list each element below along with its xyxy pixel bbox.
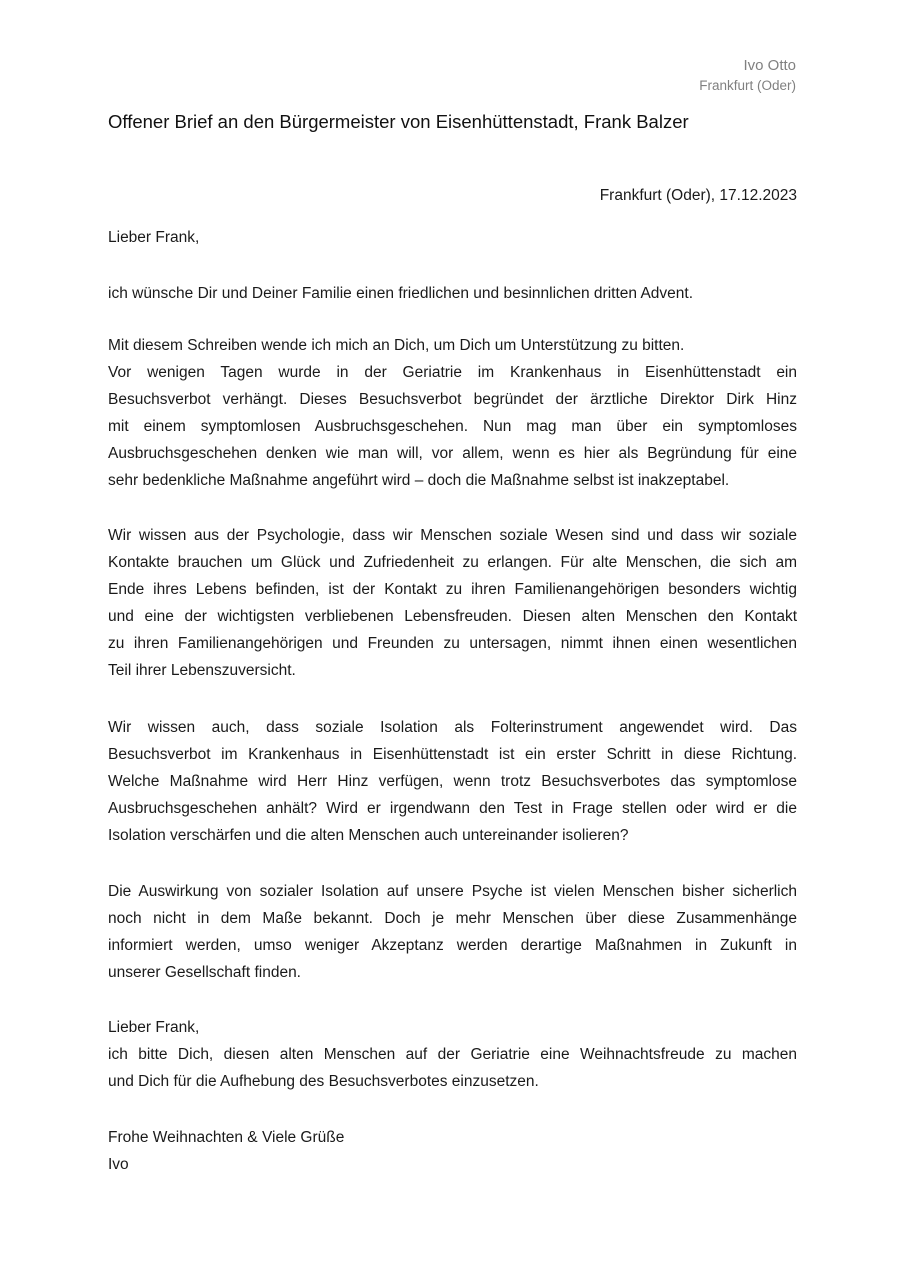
paragraph-line: Ausbruchsgeschehen denken wie man will, vor allem, wenn es hier als Begründung für eine — [108, 445, 797, 462]
paragraph-line: ich bitte Dich, diesen alten Menschen auf der Geriatrie eine Weihnachtsfreude zu machen — [108, 1046, 797, 1063]
paragraph-line: und eine der wichtigsten verbliebenen Lebensfreuden. Diesen alten Menschen den Kontakt — [108, 608, 797, 625]
paragraph-line: Teil ihrer Lebenszuversicht. — [108, 662, 296, 679]
paragraph-awareness — [108, 878, 797, 986]
paragraph-line: Besuchsverbot verhängt. Dieses Besuchsverbot begründet der ärztliche Direktor Dirk Hinz — [108, 391, 797, 408]
sender-block — [699, 56, 796, 95]
paragraph-intro: Mit diesem Schreiben wende ich mich an Dich, um Dich um Unterstützung zu bitten. — [108, 337, 685, 354]
paragraph-line: mit einem symptomlosen Ausbruchsgeschehen. Nun mag man über ein symptomloses — [108, 418, 797, 435]
paragraph-line: Besuchsverbot im Krankenhaus in Eisenhüttenstadt ist ein erster Schritt in diese Richtung. — [108, 746, 797, 763]
letter-title: Offener Brief an den Bürgermeister von Eisenhüttenstadt, Frank Balzer — [108, 111, 689, 132]
paragraph-line: Isolation verschärfen und die alten Menschen auch untereinander isolieren? — [108, 827, 629, 844]
closing-salutation: Lieber Frank, — [108, 1019, 200, 1036]
paragraph-line: Vor wenigen Tagen wurde in der Geriatrie im Krankenhaus in Eisenhüttenstadt ein — [108, 364, 797, 381]
paragraph-line: Wir wissen auch, dass soziale Isolation als Folterinstrument angewendet wird. Das — [108, 719, 797, 736]
closing-line: Frohe Weihnachten & Viele Grüße — [108, 1129, 345, 1146]
sender-name: Ivo Otto — [743, 57, 796, 74]
paragraph-psychology — [108, 522, 797, 684]
signature: Ivo — [108, 1156, 129, 1173]
paragraph-isolation — [108, 714, 797, 849]
paragraph-line: sehr bedenkliche Maßnahme angeführt wird – doch die Maßnahme selbst ist inakzeptabel. — [108, 472, 730, 489]
paragraph-line: informiert werden, umso weniger Akzeptanz werden derartige Maßnahmen in Zukunft in — [108, 937, 797, 954]
paragraph-line: Die Auswirkung von sozialer Isolation auf unsere Psyche ist vielen Menschen bisher sicherlich — [108, 883, 797, 900]
paragraph-line: Ausbruchsgeschehen anhält? Wird er irgendwann den Test in Frage stellen oder wird er die — [108, 800, 797, 817]
sender-city: Frankfurt (Oder) — [699, 78, 796, 93]
paragraph-line: Welche Maßnahme wird Herr Hinz verfügen, wenn trotz Besuchsverbotes das symptomlose — [108, 773, 797, 790]
dateline: Frankfurt (Oder), 17.12.2023 — [599, 187, 797, 204]
paragraph-line: Kontakte brauchen um Glück und Zufriedenheit zu erlangen. Für alte Menschen, die sich am — [108, 554, 797, 571]
paragraph-line: unserer Gesellschaft finden. — [108, 964, 301, 981]
paragraph-line: und Dich für die Aufhebung des Besuchsverbotes einzusetzen. — [108, 1073, 539, 1090]
greeting-line: ich wünsche Dir und Deiner Familie einen friedlichen und besinnlichen dritten Advent. — [108, 285, 694, 302]
paragraph-plea — [108, 1014, 797, 1095]
paragraph-request — [108, 332, 797, 494]
paragraph-line: Ende ihres Lebens befinden, ist der Kontakt zu ihren Familienangehörigen besonders wichtig — [108, 581, 797, 598]
closing-block — [108, 1124, 797, 1178]
paragraph-line: zu ihren Familienangehörigen und Freunden zu untersagen, nimmt ihnen einen wesentlichen — [108, 635, 797, 652]
paragraph-line: noch nicht in dem Maße bekannt. Doch je mehr Menschen über diese Zusammenhänge — [108, 910, 797, 927]
salutation: Lieber Frank, — [108, 229, 200, 246]
paragraph-line: Wir wissen aus der Psychologie, dass wir Menschen soziale Wesen sind und dass wir soziale — [108, 527, 797, 544]
